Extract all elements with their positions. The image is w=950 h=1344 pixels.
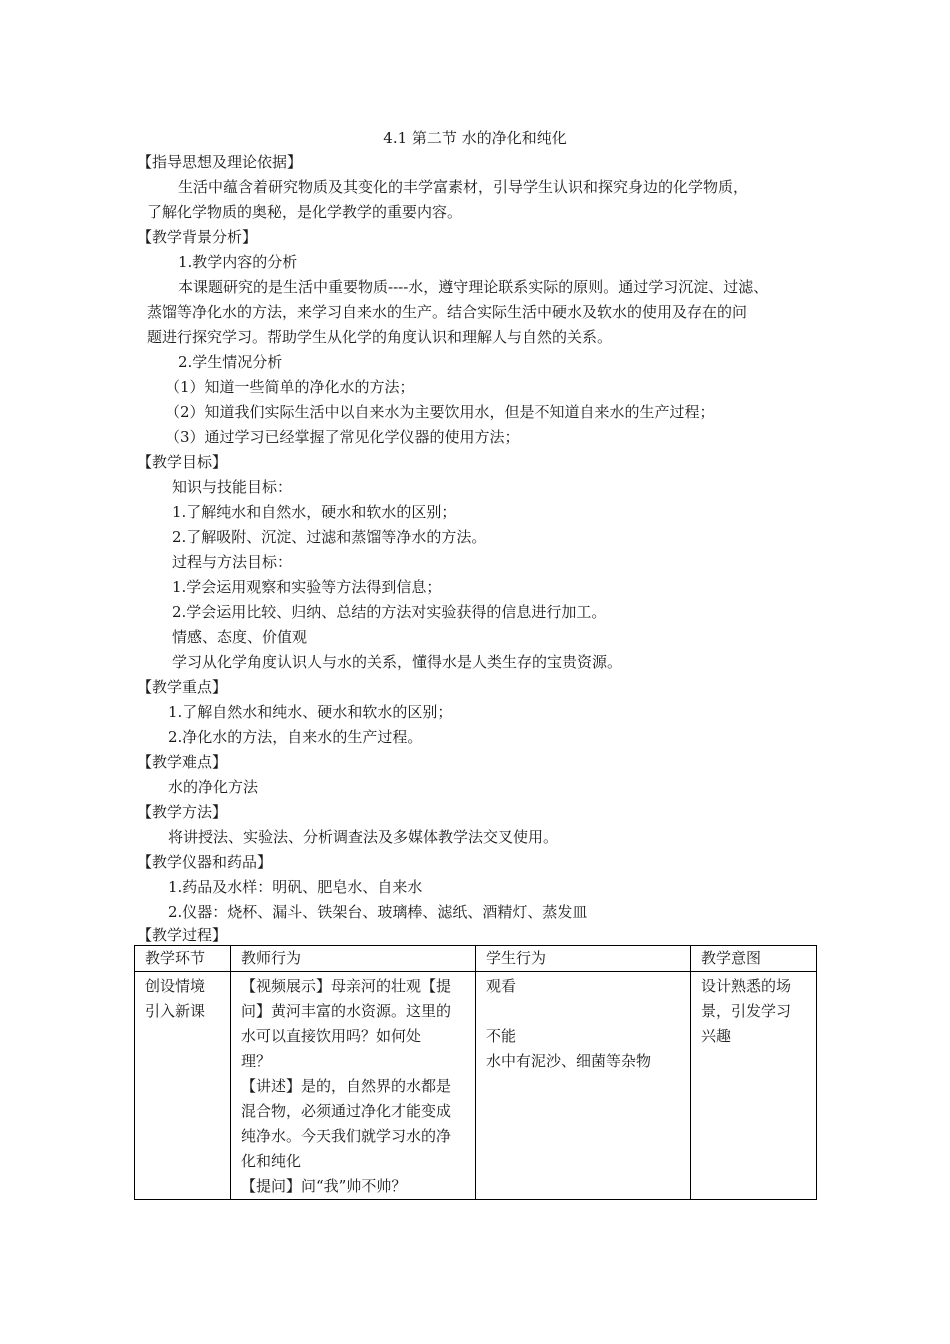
teacher-line: 混合物，必须通过净化才能变成 — [241, 1102, 452, 1120]
teaching-process-table — [134, 945, 817, 1200]
stage-line: 创设情境 — [145, 977, 206, 995]
paragraph-line: 生活中蕴含着研究物质及其变化的丰学富素材，引导学生认识和探究身边的化学物质， — [178, 178, 749, 196]
list-item: （1）知道一些简单的净化水的方法； — [165, 378, 415, 396]
subheading-emotion: 情感、态度、价值观 — [172, 628, 308, 646]
list-item: 2.了解吸附、沉淀、过滤和蒸馏等净水的方法。 — [172, 528, 487, 546]
list-item: 2.学会运用比较、归纳、总结的方法对实验获得的信息进行加工。 — [172, 603, 607, 621]
student-line: 观看 — [486, 977, 517, 995]
subheading-knowledge: 知识与技能目标： — [172, 478, 293, 496]
student-cell — [476, 972, 691, 1200]
teacher-line: 理？ — [241, 1052, 272, 1070]
list-item: 1.了解纯水和自然水，硬水和软水的区别； — [172, 503, 457, 521]
paragraph-line: 蒸馏等净化水的方法，来学习自来水的生产。结合实际生活中硬水及软水的使用及存在的问 — [147, 303, 748, 321]
list-item: 1.学会运用观察和实验等方法得到信息； — [172, 578, 442, 596]
list-item: 2.净化水的方法，自来水的生产过程。 — [168, 728, 423, 746]
list-item: 1.了解自然水和纯水、硬水和软水的区别； — [168, 703, 453, 721]
table-header-cell: 教学意图 — [691, 946, 817, 972]
list-item: 1.药品及水样：明矾、肥皂水、自来水 — [168, 878, 423, 896]
student-line: 不能 — [486, 1027, 517, 1045]
heading-key-points: 【教学重点】 — [137, 678, 228, 696]
paragraph-line: 了解化学物质的奥秘，是化学教学的重要内容。 — [147, 203, 463, 221]
teacher-line: 问】黄河丰富的水资源。这里的 — [241, 1002, 452, 1020]
paragraph-line: 本课题研究的是生活中重要物质----水，遵守理论联系实际的原则。通过学习沉淀、过滤、 — [178, 278, 769, 296]
teacher-line: 水可以直接饮用吗？如何处 — [241, 1027, 422, 1045]
teacher-line: 【视频展示】母亲河的壮观【提 — [241, 977, 452, 995]
heading-objectives: 【教学目标】 — [137, 453, 228, 471]
list-item: 学习从化学角度认识人与水的关系，懂得水是人类生存的宝贵资源。 — [172, 653, 623, 671]
document-title: 4.1 第二节 水的净化和纯化 — [383, 129, 567, 147]
intent-line: 景，引发学习 — [701, 1002, 792, 1020]
teacher-line: 【讲述】是的，自然界的水都是 — [241, 1077, 452, 1095]
table-header-cell: 教师行为 — [231, 946, 476, 972]
intent-line: 兴趣 — [701, 1027, 732, 1045]
list-item: （2）知道我们实际生活中以自来水为主要饮用水，但是不知道自来水的生产过程； — [165, 403, 715, 421]
student-line: 水中有泥沙、细菌等杂物 — [486, 1052, 652, 1070]
intent-cell — [691, 972, 817, 1200]
teacher-line: 化和纯化 — [241, 1152, 302, 1170]
list-item: 2.仪器：烧杯、漏斗、铁架台、玻璃棒、滤纸、酒精灯、蒸发皿 — [168, 903, 588, 921]
teacher-line: 纯净水。今天我们就学习水的净 — [241, 1127, 452, 1145]
blank-line — [486, 999, 684, 1024]
subheading-process: 过程与方法目标： — [172, 553, 293, 571]
table-row — [135, 972, 817, 1200]
heading-instruments: 【教学仪器和药品】 — [137, 853, 273, 871]
heading-methods: 【教学方法】 — [137, 803, 228, 821]
paragraph-line: 题进行探究学习。帮助学生从化学的角度认识和理解人与自然的关系。 — [147, 328, 613, 346]
heading-difficulties: 【教学难点】 — [137, 753, 228, 771]
teacher-cell — [231, 972, 476, 1200]
subheading-student-analysis: 2.学生情况分析 — [178, 353, 283, 371]
list-item: （3）通过学习已经掌握了常见化学仪器的使用方法； — [165, 428, 520, 446]
table-header-cell: 教学环节 — [135, 946, 231, 972]
list-item: 水的净化方法 — [168, 778, 259, 796]
heading-background: 【教学背景分析】 — [137, 228, 258, 246]
table-header-cell: 学生行为 — [476, 946, 691, 972]
stage-cell — [135, 972, 231, 1200]
heading-guiding-theory: 【指导思想及理论依据】 — [137, 153, 303, 171]
list-item: 将讲授法、实验法、分析调查法及多媒体教学法交叉使用。 — [168, 828, 559, 846]
table-header-row — [135, 946, 817, 972]
intent-line: 设计熟悉的场 — [701, 977, 792, 995]
teacher-line: 【提问】问“我”帅不帅？ — [241, 1177, 407, 1195]
heading-process: 【教学过程】 — [137, 926, 228, 944]
stage-line: 引入新课 — [145, 1002, 206, 1020]
subheading-content-analysis: 1.教学内容的分析 — [178, 253, 298, 271]
